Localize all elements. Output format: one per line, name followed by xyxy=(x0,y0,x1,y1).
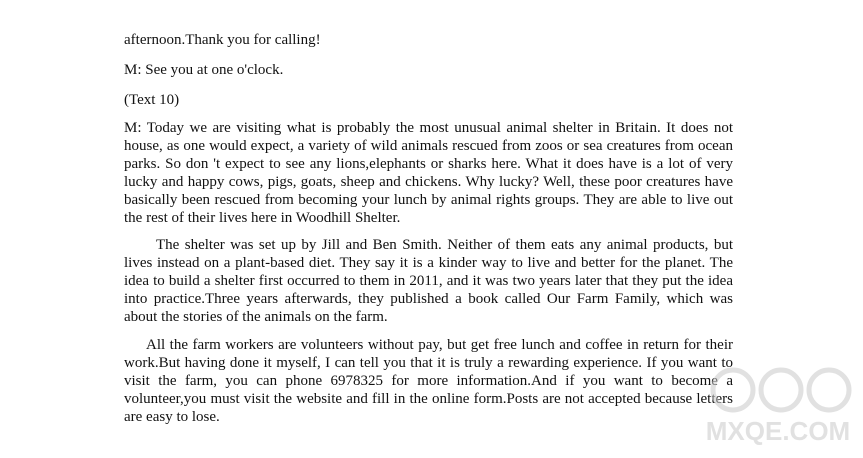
watermark-text: MXQE.COM xyxy=(705,416,851,446)
text-line-see-you: M: See you at one o'clock. xyxy=(124,62,284,78)
text-line-thanks: afternoon.Thank you for calling! xyxy=(124,32,321,48)
text-label: (Text 10) xyxy=(124,92,180,108)
paragraph-volunteers: All the farm workers are volunteers without pay, but get free lunch and coffee in return for their work.But having done it myself, I can tell you that it is truly a rewarding experience. If you want to visit the farm, you can phone 6978325 for more information.And if you want to become a volunteer,you must visit the website and fill in the online form.Posts are not accepted because letters are easy to lose. xyxy=(124,337,733,425)
paragraph-intro: M: Today we are visiting what is probably the most unusual animal shelter in Britain. It does not house, as one would expect, a variety of wild animals rescued from zoos or sea creatures from ocean parks. So don 't expect to see any lions,elephants or sharks here. What it does have is a lot of very lucky and happy cows, pigs, goats, sheep and chickens. Why lucky? Well, these poor creatures have basically been rescued from becoming your lunch by animal rights groups. They are able to live out the rest of their lives here in Woodhill Shelter. xyxy=(124,120,733,226)
paragraph-shelter-history: The shelter was set up by Jill and Ben Smith. Neither of them eats any animal products, but lives instead on a plant-based diet. They say it is a kinder way to live and better for the planet. The idea to build a shelter first occurred to them in 2011, and it was two years later that they put the idea into practice.Three years afterwards, they published a book called Our Farm Family, which was about the stories of the animals on the farm. xyxy=(124,237,733,325)
